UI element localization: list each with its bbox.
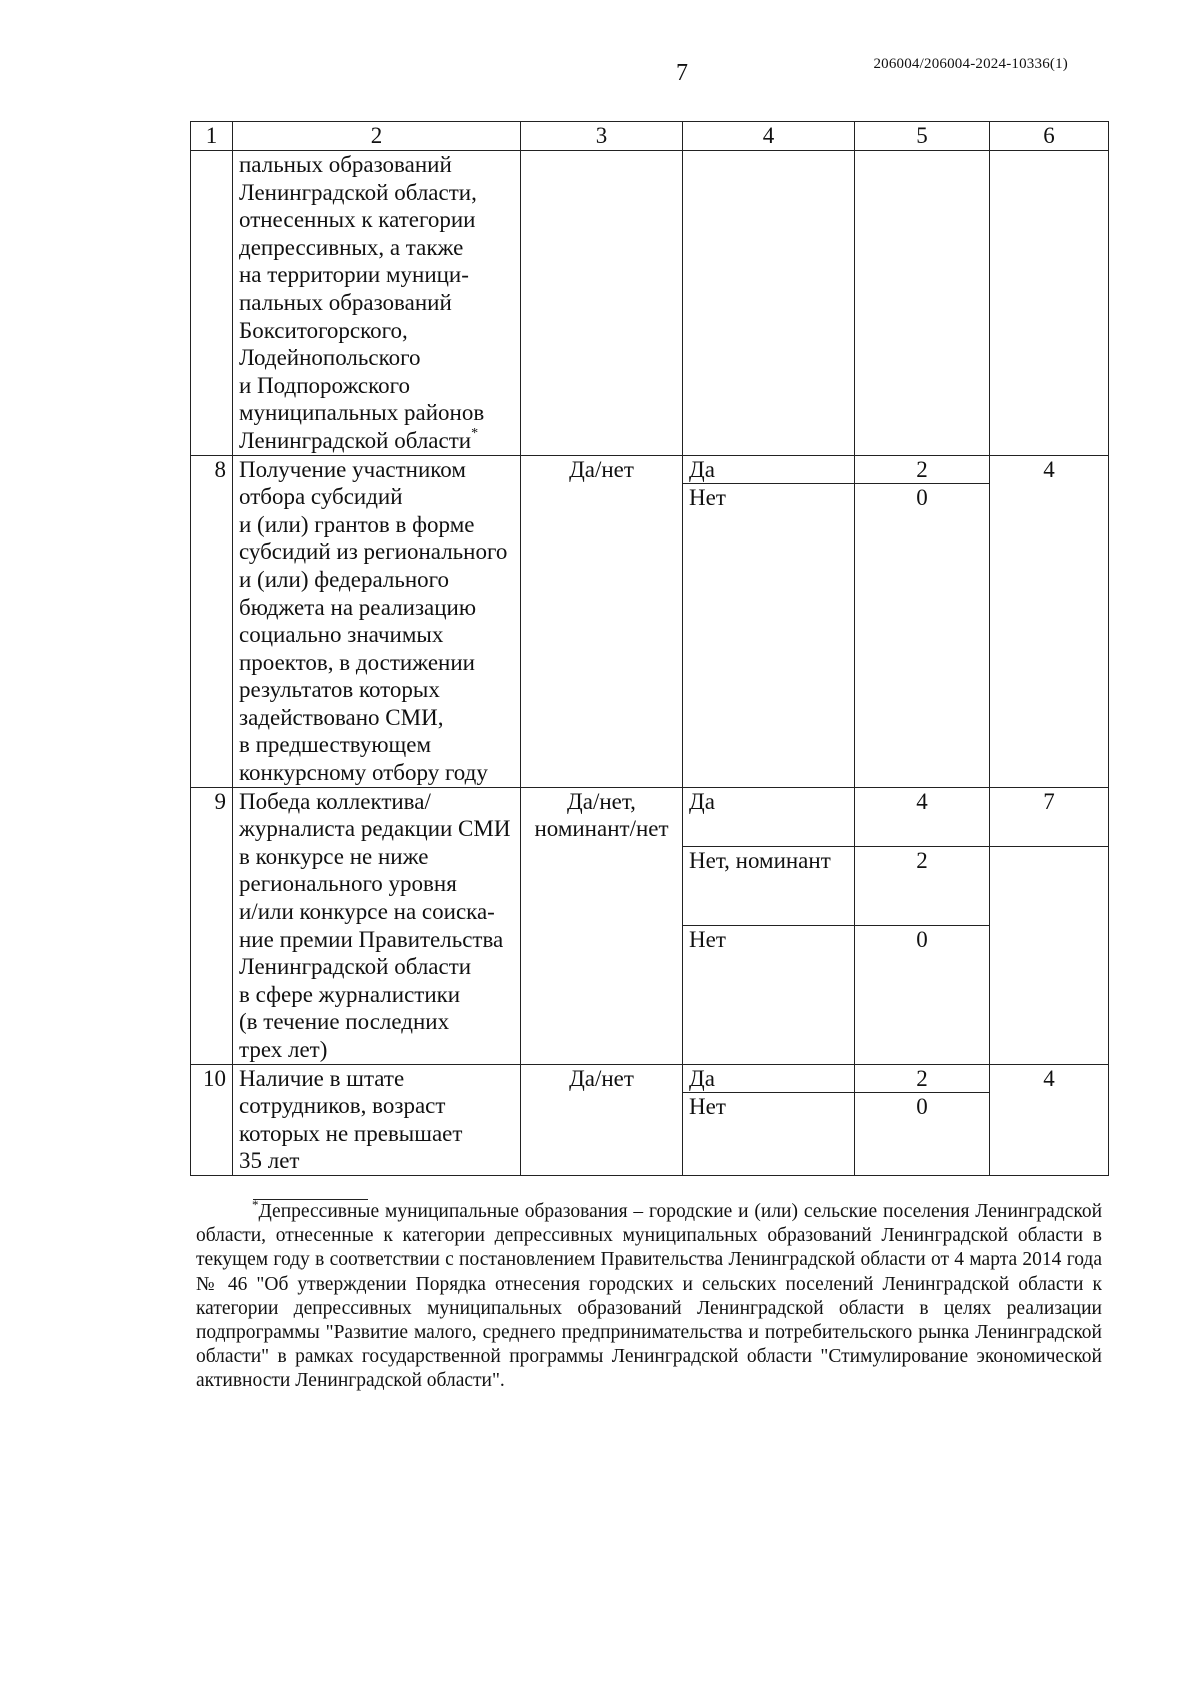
criterion-line: Наличие в штате	[239, 1065, 405, 1091]
criterion-line: на территории муници-	[239, 262, 469, 288]
criterion-cell	[233, 455, 521, 787]
criterion-line: бюджета на реализацию	[239, 594, 477, 620]
cell-max	[990, 151, 1109, 456]
option-label: Да	[683, 1064, 855, 1093]
table-row	[191, 455, 1109, 484]
answer-type-line: номинант/нет	[534, 816, 669, 842]
column-header: 4	[683, 122, 855, 151]
answer-type-line: Да/нет,	[567, 788, 636, 814]
answer-type	[521, 787, 683, 1064]
criterion-line: в конкурсе не ниже	[239, 843, 429, 869]
option-label: Да	[683, 787, 855, 846]
criterion-line: Победа коллектива/	[239, 788, 431, 814]
document-id: 206004/206004-2024-10336(1)	[873, 56, 1068, 72]
criterion-line: отбора субсидий	[239, 484, 403, 510]
cell-num	[191, 151, 233, 456]
criterion-line: Ленинградской области	[239, 954, 472, 980]
option-score: 2	[855, 846, 990, 925]
column-header: 3	[521, 122, 683, 151]
criterion-line: трех лет)	[239, 1037, 328, 1062]
criterion-line: Лодейнопольского	[239, 345, 421, 371]
criterion-line: и Подпорожского	[239, 372, 410, 398]
option-score: 0	[855, 1093, 990, 1176]
criterion-line: и (или) федерального	[239, 566, 449, 592]
column-header: 5	[855, 122, 990, 151]
cell-options	[683, 151, 855, 456]
criterion-line: муниципальных районов	[239, 400, 485, 426]
criterion-line: 35 лет	[239, 1148, 300, 1174]
criterion-line: в предшествующем	[239, 732, 432, 758]
row-number: 8	[191, 455, 233, 787]
criterion-line: журналиста редакции СМИ	[239, 816, 511, 842]
criterion-line: Ленинградской области,	[239, 179, 477, 205]
row-number: 10	[191, 1064, 233, 1175]
table-row	[191, 787, 1109, 846]
criterion-line: конкурсному отбору году	[239, 760, 488, 786]
column-header: 2	[233, 122, 521, 151]
option-score: 0	[855, 925, 990, 1064]
criterion-line: проектов, в достижении	[239, 649, 475, 675]
table-header-row	[191, 122, 1109, 151]
criterion-line: в сфере журналистики	[239, 981, 461, 1007]
max-score: 4	[990, 455, 1109, 787]
option-label: Нет, номинант	[683, 846, 855, 925]
footnote	[196, 1197, 1102, 1394]
criterion-line: и (или) грантов в форме	[239, 511, 475, 537]
criterion-line: субсидий из регионального	[239, 539, 508, 565]
criterion-line: отнесенных к категории	[239, 207, 476, 233]
column-header: 1	[191, 122, 233, 151]
column-header: 6	[990, 122, 1109, 151]
page-number: 7	[676, 60, 688, 86]
criterion-line: регионального уровня	[239, 871, 457, 897]
table-row-continuation	[191, 151, 1109, 456]
option-label: Да	[683, 455, 855, 484]
answer-type: Да/нет	[521, 1064, 683, 1175]
option-score: 2	[855, 455, 990, 484]
footnote-text: Депрессивные муниципальные образования – городские и (или) сельские поселения Ленинградской области, отнесенные к категории депрессивных муниципальных образований Ленинградской области в текущем году в соответствии с постановлением Правительства Ленинградской области от 4 марта 2014 года № 46 "Об утверждении Порядка отнесения городских и сельских поселений Ленинградской области к категории депрессивных муниципальных образований Ленинградской области в целях реализации подпрограммы "Развитие малого, среднего предпринимательства и потребительского рынка Ленинградской области" в рамках государственной программы Ленинградской области "Стимулирование экономической активности Ленинградской области".	[196, 1201, 1102, 1392]
option-label: Нет	[683, 1093, 855, 1176]
criterion-line: депрессивных, а также	[239, 234, 464, 260]
criteria-table	[190, 121, 1109, 1176]
criterion-cell	[233, 787, 521, 1064]
footnote-ref: *	[471, 425, 479, 441]
footnote-mark: *	[252, 1197, 259, 1212]
cell-type	[521, 151, 683, 456]
option-score: 4	[855, 787, 990, 846]
criterion-line: пальных образований	[239, 289, 452, 315]
criterion-line: Бокситогорского,	[239, 317, 408, 343]
option-label: Нет	[683, 484, 855, 788]
option-label: Нет	[683, 925, 855, 1064]
row-number: 9	[191, 787, 233, 1064]
criterion-cell	[233, 1064, 521, 1175]
criterion-line: социально значимых	[239, 622, 444, 648]
max-score-empty	[990, 846, 1109, 1064]
criterion-line: и/или конкурсе на соиска-	[239, 899, 495, 925]
criterion-line-text: Ленинградской области	[239, 427, 472, 453]
table-row	[191, 1064, 1109, 1093]
cell-score	[855, 151, 990, 456]
criterion-line: (в течение последних	[239, 1009, 450, 1035]
max-score: 4	[990, 1064, 1109, 1175]
criterion-line: Получение участником	[239, 456, 466, 482]
option-score: 2	[855, 1064, 990, 1093]
criterion-line: ние премии Правительства	[239, 926, 504, 952]
criterion-line	[239, 427, 514, 455]
criterion-line: сотрудников, возраст	[239, 1093, 446, 1119]
criterion-line: задействовано СМИ,	[239, 704, 444, 730]
criterion-cell	[233, 151, 521, 456]
answer-type: Да/нет	[521, 455, 683, 787]
option-score: 0	[855, 484, 990, 788]
criterion-line: результатов которых	[239, 677, 440, 703]
max-score: 7	[990, 787, 1109, 846]
criterion-line: которых не превышает	[239, 1120, 463, 1146]
criterion-line: пальных образований	[239, 152, 452, 177]
